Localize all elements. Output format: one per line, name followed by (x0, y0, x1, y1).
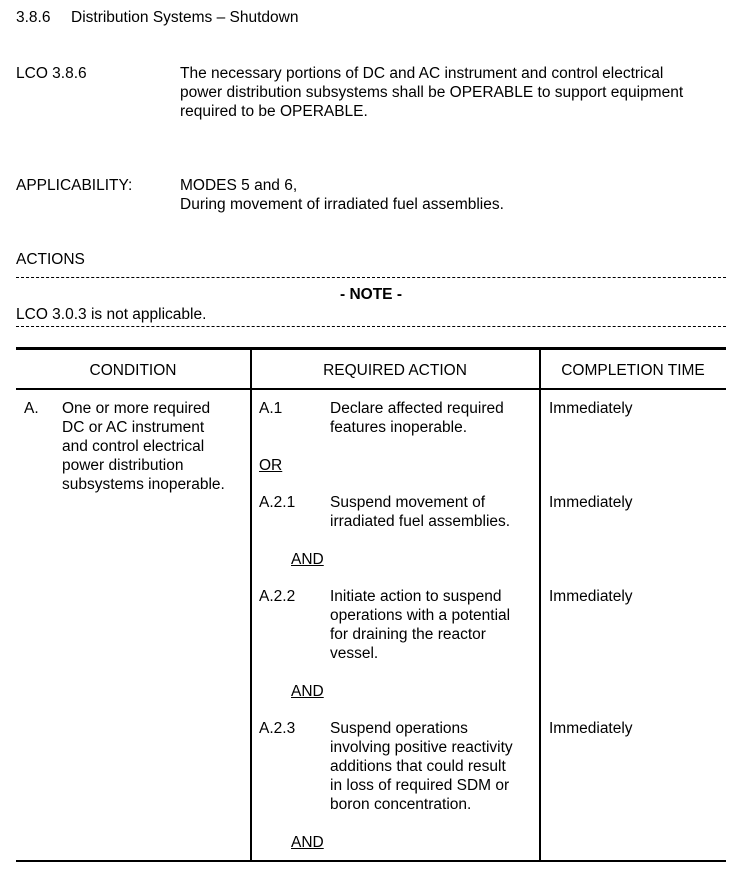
action-line: Suspend movement of (330, 494, 486, 511)
lco-label: LCO 3.8.6 (16, 65, 87, 82)
applicability-label: APPLICABILITY: (16, 177, 133, 194)
action-line: Declare affected required (330, 400, 504, 417)
action-text (330, 719, 513, 814)
condition-line: and control electrical (62, 438, 205, 455)
logical-and-connector: AND (291, 683, 324, 700)
logical-or-connector: OR (259, 457, 283, 474)
action-text (330, 493, 510, 531)
action-line: involving positive reactivity (330, 739, 513, 756)
action-text (330, 399, 504, 437)
header-condition: CONDITION (89, 362, 177, 379)
condition-line: One or more required (62, 400, 211, 417)
completion-time: Immediately (549, 588, 633, 605)
table-header-divider (16, 388, 726, 390)
completion-time: Immediately (549, 400, 633, 417)
header-required-action: REQUIRED ACTION (323, 362, 467, 379)
action-line: features inoperable. (330, 419, 468, 436)
logical-and-connector: AND (291, 551, 324, 568)
action-text (330, 587, 510, 663)
condition-text (62, 399, 225, 494)
condition-line: subsystems inoperable. (62, 476, 225, 493)
table-column-divider (250, 349, 252, 861)
actions-heading: ACTIONS (16, 251, 85, 268)
note-top-divider (16, 277, 726, 278)
applicability-line: During movement of irradiated fuel assemblies. (180, 196, 504, 213)
condition-line: DC or AC instrument (62, 419, 205, 436)
lco-line: power distribution subsystems shall be OPERABLE to support equipment (180, 84, 684, 101)
table-column-divider (539, 349, 541, 861)
note-text: LCO 3.0.3 is not applicable. (16, 306, 207, 323)
table-top-border (16, 347, 726, 350)
section-title: Distribution Systems – Shutdown (71, 9, 299, 26)
action-line: Suspend operations (330, 720, 468, 737)
lco-line: The necessary portions of DC and AC instrument and control electrical (180, 65, 664, 82)
lco-line: required to be OPERABLE. (180, 103, 368, 120)
action-id: A.2.2 (259, 588, 296, 605)
applicability-line: MODES 5 and 6, (180, 177, 298, 194)
action-line: Initiate action to suspend (330, 588, 502, 605)
action-line: operations with a potential (330, 607, 511, 624)
action-id: A.2.3 (259, 720, 296, 737)
lco-statement (180, 64, 683, 121)
table-bottom-border (16, 860, 726, 862)
note-title: - NOTE - (340, 286, 402, 303)
completion-time: Immediately (549, 720, 633, 737)
applicability-text (180, 176, 504, 214)
action-line: in loss of required SDM or (330, 777, 510, 794)
action-line: for draining the reactor (330, 626, 486, 643)
completion-time: Immediately (549, 494, 633, 511)
action-line: boron concentration. (330, 796, 472, 813)
logical-and-connector: AND (291, 834, 324, 851)
action-id: A.2.1 (259, 494, 296, 511)
action-line: vessel. (330, 645, 379, 662)
header-completion-time: COMPLETION TIME (561, 362, 705, 379)
section-number: 3.8.6 (16, 9, 51, 26)
note-bottom-divider (16, 326, 726, 327)
condition-id: A. (24, 400, 39, 417)
action-id: A.1 (259, 400, 283, 417)
condition-line: power distribution (62, 457, 184, 474)
action-line: irradiated fuel assemblies. (330, 513, 511, 530)
action-line: additions that could result (330, 758, 506, 775)
